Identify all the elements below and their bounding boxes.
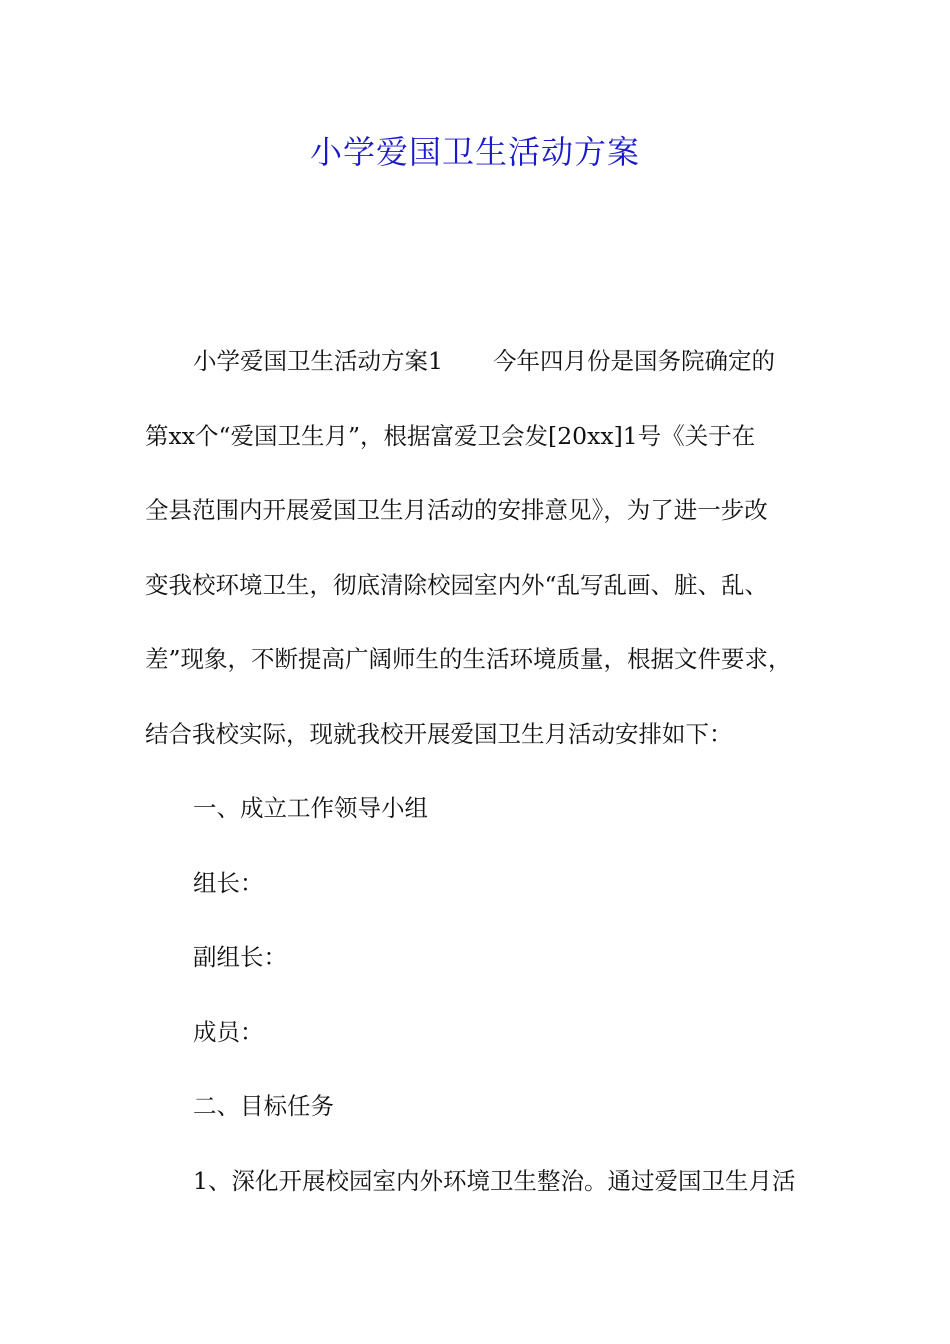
document-title: 小学爱国卫生活动方案 [309,133,640,171]
paragraph-line-5 [145,637,825,712]
task-item-1 [145,1159,825,1234]
deputy-leader-label [145,935,825,1010]
line-text: 第xx个“爱国卫生月”，根据富爱卫会发[20xx]1号《关于在 [145,421,756,450]
label-text: 组长： [193,868,264,897]
line-text: 差”现象，不断提高广阔师生的生活环境质量，根据文件要求， [145,645,792,673]
label-text: 成员： [193,1017,264,1046]
line-text: 全县范围内开展爱国卫生月活动的安排意见》，为了进一步改 [145,496,768,524]
paragraph-line-6 [145,712,825,787]
paragraph-line-1 [145,339,825,414]
heading-text: 二、目标任务 [193,1092,334,1120]
intro-text: 今年四月份是国务院确定的 [492,347,775,375]
line-text: 结合我校实际，现就我校开展爱国卫生月活动安排如下： [145,719,733,748]
paragraph-line-2 [145,414,825,489]
section-heading: 小学爱国卫生活动方案1 [193,347,443,375]
document-body [145,339,825,1233]
paragraph-line-3 [145,488,825,563]
item-text: 1、深化开展校园室内外环境卫生整治。通过爱国卫生月活 [193,1166,796,1195]
section-heading-2 [145,1084,825,1159]
label-text: 副组长： [193,943,287,971]
line-text: 变我校环境卫生，彻底清除校园室内外“乱写乱画、脏、乱、 [145,570,769,599]
paragraph-line-4 [145,563,825,638]
leader-label [145,861,825,936]
section-heading-1 [145,786,825,861]
heading-text: 一、成立工作领导小组 [193,794,428,822]
members-label [145,1010,825,1085]
